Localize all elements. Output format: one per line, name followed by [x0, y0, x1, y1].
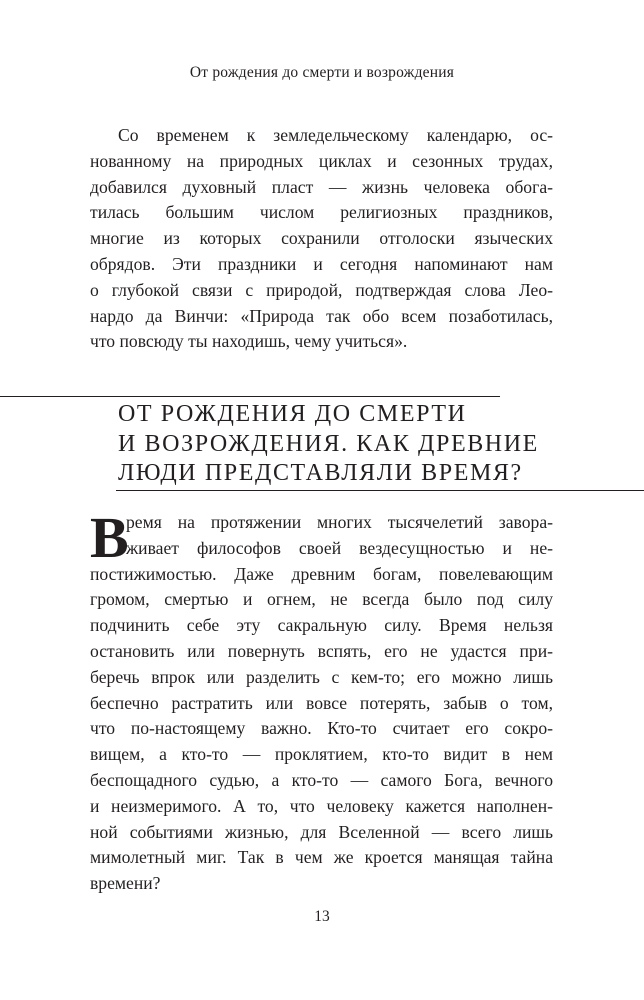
body-line: вищем, а кто-то — проклятием, кто-то видит в нем: [90, 744, 553, 765]
section-heading: [118, 400, 538, 489]
intro-line: Со временем к земледельческому календарю, ос-: [118, 125, 553, 145]
intro-line: нованному на природных циклах и сезонных трудах,: [90, 150, 553, 171]
intro-line: многие из которых сохранили отголоски языческих: [90, 228, 553, 249]
intro-line: о глубокой связи с природой, подтверждая слова Лео-: [90, 279, 553, 300]
intro-paragraph: [90, 123, 553, 355]
body-line: живает философов своей вездесущностью и не-: [126, 537, 553, 558]
body-line: что по-настоящему важно. Кто-то считает его сокро-: [90, 718, 553, 739]
body-line: беспощадного судью, а кто-то — самого Бога, вечного: [90, 769, 553, 790]
intro-line: обрядов. Эти праздники и сегодня напоминают нам: [90, 253, 553, 274]
section-heading-line: ЛЮДИ ПРЕДСТАВЛЯЛИ ВРЕМЯ?: [118, 460, 523, 486]
body-line: ной событиями жизнью, для Вселенной — всего лишь: [90, 821, 553, 842]
body-line: мимолетный миг. Так в чем же кроется манящая тайна: [90, 847, 553, 868]
body-line: остановить или повернуть вспять, его не удастся при-: [90, 640, 553, 661]
intro-line: нардо да Винчи: «Природа так обо всем позаботилась,: [90, 305, 553, 326]
body-line: постижимостью. Даже древним богам, повелевающим: [90, 563, 553, 584]
body-line: и неизмеримого. А то, что человеку кажется наполнен-: [90, 795, 553, 816]
body-line: ремя на протяжении многих тысячелетий завора-: [126, 512, 553, 532]
section-heading-line: И ВОЗРОЖДЕНИЯ. КАК ДРЕВНИЕ: [118, 430, 539, 457]
heading-rule-bottom: [116, 490, 644, 491]
body-line: громом, смертью и огнем, не всегда было под силу: [90, 589, 553, 610]
body-line: времени?: [90, 873, 161, 894]
intro-line: что повсюду ты находишь, чему учиться».: [90, 331, 408, 352]
page-number: 13: [314, 908, 330, 925]
body-line: беспечно растратить или вовсе потерять, забыв о том,: [90, 692, 553, 713]
heading-rule-top: [0, 396, 500, 397]
drop-cap: В: [90, 505, 129, 570]
body-line: беречь впрок или разделить с кем-то; его можно лишь: [90, 666, 553, 687]
body-paragraph: [90, 505, 553, 897]
intro-line: тилась большим числом религиозных праздников,: [90, 202, 553, 223]
section-heading-line: ОТ РОЖДЕНИЯ ДО СМЕРТИ: [118, 401, 467, 427]
running-header: От рождения до смерти и возрождения: [189, 64, 455, 81]
intro-line: добавился духовный пласт — жизнь человека обога-: [90, 176, 553, 197]
body-line: подчинить себе эту сакральную силу. Время нельзя: [90, 615, 553, 636]
